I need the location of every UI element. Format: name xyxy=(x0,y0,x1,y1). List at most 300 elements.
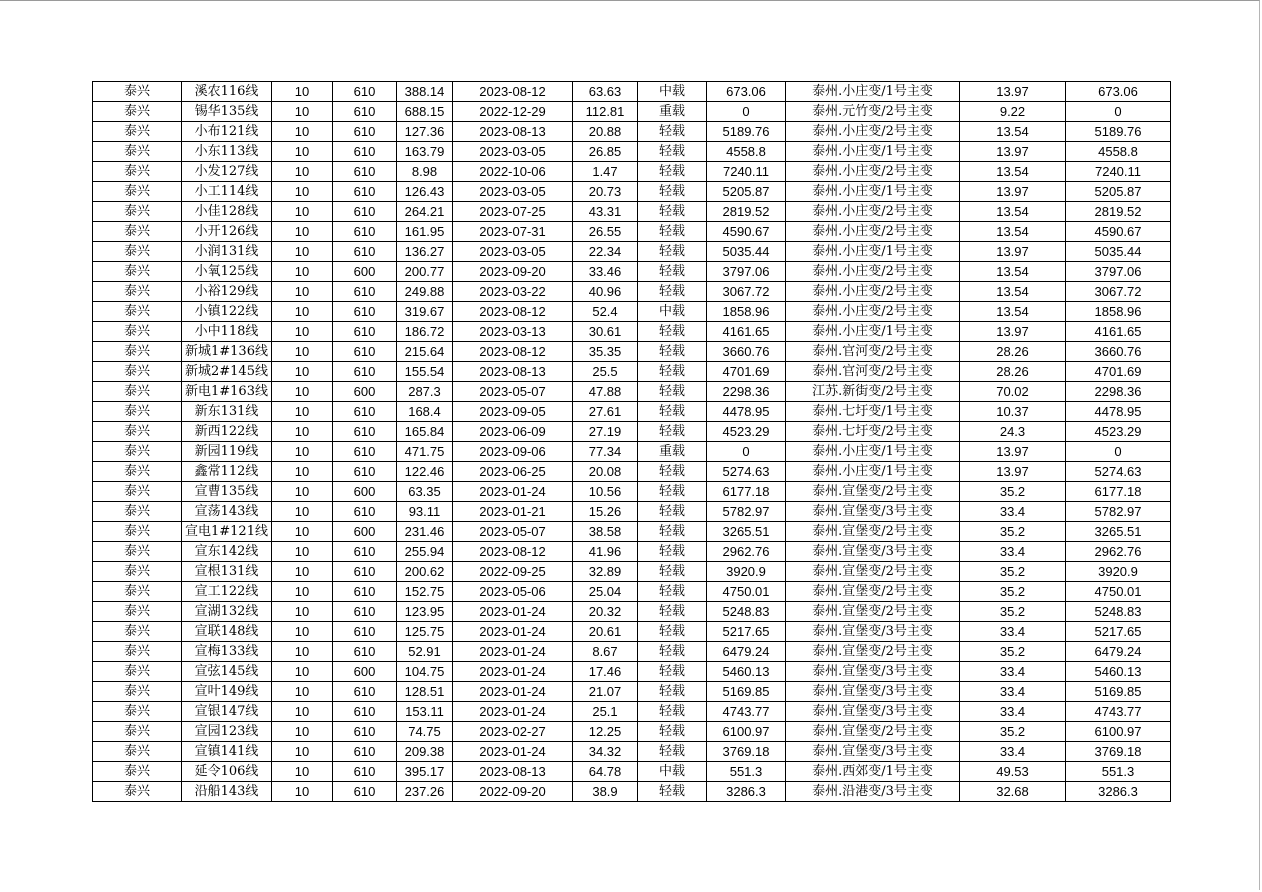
available-capacity-cell: 5782.97 xyxy=(707,502,786,522)
county-cell: 泰兴 xyxy=(93,722,182,742)
transformer-cell: 泰州.宣堡变/2号主变 xyxy=(786,642,960,662)
voltage-cell: 10 xyxy=(272,562,333,582)
date-cell: 2023-08-12 xyxy=(453,542,573,562)
open-capacity-cell: 4743.77 xyxy=(1066,702,1171,722)
open-capacity-cell: 5248.83 xyxy=(1066,602,1171,622)
voltage-cell: 10 xyxy=(272,582,333,602)
transformer-cell: 泰州.宣堡变/3号主变 xyxy=(786,742,960,762)
transformer-load-rate-cell: 13.54 xyxy=(960,302,1066,322)
transformer-cell: 泰州.宣堡变/3号主变 xyxy=(786,702,960,722)
max-load-cell: 136.27 xyxy=(397,242,453,262)
capacity-cell: 610 xyxy=(333,702,397,722)
available-capacity-cell: 5169.85 xyxy=(707,682,786,702)
transformer-cell: 江苏.新街变/2号主变 xyxy=(786,382,960,402)
table-row xyxy=(93,602,1171,622)
available-capacity-cell: 2962.76 xyxy=(707,542,786,562)
open-capacity-cell: 5782.97 xyxy=(1066,502,1171,522)
open-capacity-cell: 4701.69 xyxy=(1066,362,1171,382)
open-capacity-cell: 2298.36 xyxy=(1066,382,1171,402)
transformer-cell: 泰州.小庄变/2号主变 xyxy=(786,302,960,322)
open-capacity-cell: 5217.65 xyxy=(1066,622,1171,642)
voltage-cell: 10 xyxy=(272,102,333,122)
table-row xyxy=(93,462,1171,482)
transformer-load-rate-cell: 13.97 xyxy=(960,82,1066,102)
feeder-name-cell: 宣工122线 xyxy=(182,582,272,602)
load-rate-cell: 38.9 xyxy=(573,782,638,802)
transformer-cell: 泰州.小庄变/2号主变 xyxy=(786,282,960,302)
voltage-cell: 10 xyxy=(272,442,333,462)
max-load-cell: 128.51 xyxy=(397,682,453,702)
date-cell: 2023-03-05 xyxy=(453,142,573,162)
voltage-cell: 10 xyxy=(272,122,333,142)
load-level-cell: 轻载 xyxy=(638,462,707,482)
feeder-name-cell: 新城2#145线 xyxy=(182,362,272,382)
max-load-cell: 153.11 xyxy=(397,702,453,722)
transformer-load-rate-cell: 13.97 xyxy=(960,242,1066,262)
max-load-cell: 215.64 xyxy=(397,342,453,362)
open-capacity-cell: 673.06 xyxy=(1066,82,1171,102)
date-cell: 2023-07-31 xyxy=(453,222,573,242)
table-row xyxy=(93,302,1171,322)
load-level-cell: 轻载 xyxy=(638,482,707,502)
load-level-cell: 轻载 xyxy=(638,362,707,382)
available-capacity-cell: 4743.77 xyxy=(707,702,786,722)
load-level-cell: 轻载 xyxy=(638,122,707,142)
max-load-cell: 122.46 xyxy=(397,462,453,482)
table-row xyxy=(93,702,1171,722)
max-load-cell: 104.75 xyxy=(397,662,453,682)
transformer-cell: 泰州.宣堡变/2号主变 xyxy=(786,722,960,742)
open-capacity-cell: 5035.44 xyxy=(1066,242,1171,262)
transformer-cell: 泰州.小庄变/1号主变 xyxy=(786,142,960,162)
voltage-cell: 10 xyxy=(272,402,333,422)
date-cell: 2023-01-24 xyxy=(453,662,573,682)
open-capacity-cell: 7240.11 xyxy=(1066,162,1171,182)
table-row xyxy=(93,742,1171,762)
voltage-cell: 10 xyxy=(272,382,333,402)
max-load-cell: 163.79 xyxy=(397,142,453,162)
transformer-cell: 泰州.宣堡变/3号主变 xyxy=(786,542,960,562)
transformer-load-rate-cell: 13.54 xyxy=(960,122,1066,142)
max-load-cell: 249.88 xyxy=(397,282,453,302)
capacity-cell: 610 xyxy=(333,502,397,522)
available-capacity-cell: 0 xyxy=(707,102,786,122)
county-cell: 泰兴 xyxy=(93,102,182,122)
voltage-cell: 10 xyxy=(272,682,333,702)
table-row xyxy=(93,582,1171,602)
transformer-cell: 泰州.宣堡变/2号主变 xyxy=(786,582,960,602)
transformer-cell: 泰州.小庄变/1号主变 xyxy=(786,322,960,342)
table-row xyxy=(93,242,1171,262)
feeder-name-cell: 宣园123线 xyxy=(182,722,272,742)
available-capacity-cell: 4701.69 xyxy=(707,362,786,382)
load-level-cell: 轻载 xyxy=(638,682,707,702)
date-cell: 2023-01-21 xyxy=(453,502,573,522)
load-rate-cell: 35.35 xyxy=(573,342,638,362)
transformer-load-rate-cell: 13.97 xyxy=(960,462,1066,482)
transformer-cell: 泰州.宣堡变/3号主变 xyxy=(786,502,960,522)
available-capacity-cell: 4478.95 xyxy=(707,402,786,422)
date-cell: 2023-08-13 xyxy=(453,122,573,142)
max-load-cell: 471.75 xyxy=(397,442,453,462)
open-capacity-cell: 4750.01 xyxy=(1066,582,1171,602)
capacity-cell: 600 xyxy=(333,482,397,502)
transformer-load-rate-cell: 13.54 xyxy=(960,282,1066,302)
transformer-cell: 泰州.小庄变/2号主变 xyxy=(786,262,960,282)
available-capacity-cell: 6479.24 xyxy=(707,642,786,662)
available-capacity-cell: 3769.18 xyxy=(707,742,786,762)
transformer-load-rate-cell: 13.97 xyxy=(960,182,1066,202)
open-capacity-cell: 3265.51 xyxy=(1066,522,1171,542)
date-cell: 2023-03-05 xyxy=(453,242,573,262)
load-level-cell: 轻载 xyxy=(638,562,707,582)
voltage-cell: 10 xyxy=(272,762,333,782)
feeder-name-cell: 宣东142线 xyxy=(182,542,272,562)
table-row xyxy=(93,442,1171,462)
table-row xyxy=(93,562,1171,582)
table-row xyxy=(93,402,1171,422)
table-row xyxy=(93,522,1171,542)
available-capacity-cell: 3265.51 xyxy=(707,522,786,542)
transformer-load-rate-cell: 28.26 xyxy=(960,342,1066,362)
voltage-cell: 10 xyxy=(272,142,333,162)
max-load-cell: 161.95 xyxy=(397,222,453,242)
county-cell: 泰兴 xyxy=(93,442,182,462)
load-level-cell: 轻载 xyxy=(638,622,707,642)
available-capacity-cell: 3660.76 xyxy=(707,342,786,362)
table-row xyxy=(93,362,1171,382)
transformer-load-rate-cell: 13.54 xyxy=(960,202,1066,222)
transformer-load-rate-cell: 9.22 xyxy=(960,102,1066,122)
feeder-name-cell: 宣弦145线 xyxy=(182,662,272,682)
capacity-cell: 610 xyxy=(333,562,397,582)
date-cell: 2023-01-24 xyxy=(453,622,573,642)
county-cell: 泰兴 xyxy=(93,402,182,422)
transformer-cell: 泰州.宣堡变/3号主变 xyxy=(786,682,960,702)
open-capacity-cell: 4523.29 xyxy=(1066,422,1171,442)
transformer-cell: 泰州.小庄变/1号主变 xyxy=(786,82,960,102)
load-rate-cell: 33.46 xyxy=(573,262,638,282)
transformer-load-rate-cell: 35.2 xyxy=(960,562,1066,582)
open-capacity-cell: 3769.18 xyxy=(1066,742,1171,762)
capacity-cell: 610 xyxy=(333,442,397,462)
load-level-cell: 轻载 xyxy=(638,202,707,222)
load-level-cell: 轻载 xyxy=(638,322,707,342)
load-rate-cell: 26.85 xyxy=(573,142,638,162)
date-cell: 2023-08-13 xyxy=(453,362,573,382)
county-cell: 泰兴 xyxy=(93,142,182,162)
feeder-name-cell: 宣电1#121线 xyxy=(182,522,272,542)
date-cell: 2023-06-25 xyxy=(453,462,573,482)
table-row xyxy=(93,82,1171,102)
feeder-name-cell: 新东131线 xyxy=(182,402,272,422)
load-rate-cell: 15.26 xyxy=(573,502,638,522)
capacity-cell: 610 xyxy=(333,762,397,782)
max-load-cell: 8.98 xyxy=(397,162,453,182)
county-cell: 泰兴 xyxy=(93,562,182,582)
date-cell: 2022-09-20 xyxy=(453,782,573,802)
transformer-cell: 泰州.宣堡变/2号主变 xyxy=(786,562,960,582)
load-level-cell: 轻载 xyxy=(638,722,707,742)
transformer-cell: 泰州.小庄变/1号主变 xyxy=(786,442,960,462)
capacity-cell: 610 xyxy=(333,142,397,162)
feeder-name-cell: 宣联148线 xyxy=(182,622,272,642)
voltage-cell: 10 xyxy=(272,182,333,202)
date-cell: 2023-01-24 xyxy=(453,682,573,702)
table-row xyxy=(93,282,1171,302)
open-capacity-cell: 5189.76 xyxy=(1066,122,1171,142)
load-rate-cell: 20.08 xyxy=(573,462,638,482)
date-cell: 2023-03-05 xyxy=(453,182,573,202)
feeder-name-cell: 延令106线 xyxy=(182,762,272,782)
voltage-cell: 10 xyxy=(272,82,333,102)
table-row xyxy=(93,622,1171,642)
feeder-name-cell: 宣梅133线 xyxy=(182,642,272,662)
load-level-cell: 轻载 xyxy=(638,162,707,182)
max-load-cell: 395.17 xyxy=(397,762,453,782)
voltage-cell: 10 xyxy=(272,362,333,382)
transformer-load-rate-cell: 13.97 xyxy=(960,442,1066,462)
available-capacity-cell: 7240.11 xyxy=(707,162,786,182)
available-capacity-cell: 5205.87 xyxy=(707,182,786,202)
max-load-cell: 52.91 xyxy=(397,642,453,662)
voltage-cell: 10 xyxy=(272,482,333,502)
load-level-cell: 轻载 xyxy=(638,382,707,402)
available-capacity-cell: 6100.97 xyxy=(707,722,786,742)
load-rate-cell: 27.19 xyxy=(573,422,638,442)
feeder-name-cell: 小氧125线 xyxy=(182,262,272,282)
capacity-cell: 610 xyxy=(333,722,397,742)
transformer-cell: 泰州.宣堡变/2号主变 xyxy=(786,522,960,542)
capacity-cell: 600 xyxy=(333,382,397,402)
capacity-cell: 610 xyxy=(333,682,397,702)
load-rate-cell: 20.88 xyxy=(573,122,638,142)
voltage-cell: 10 xyxy=(272,462,333,482)
transformer-load-rate-cell: 35.2 xyxy=(960,582,1066,602)
county-cell: 泰兴 xyxy=(93,462,182,482)
load-rate-cell: 47.88 xyxy=(573,382,638,402)
feeder-name-cell: 沿船143线 xyxy=(182,782,272,802)
available-capacity-cell: 551.3 xyxy=(707,762,786,782)
feeder-load-table xyxy=(92,81,1171,802)
load-level-cell: 轻载 xyxy=(638,642,707,662)
load-rate-cell: 27.61 xyxy=(573,402,638,422)
county-cell: 泰兴 xyxy=(93,622,182,642)
date-cell: 2023-08-12 xyxy=(453,342,573,362)
open-capacity-cell: 4478.95 xyxy=(1066,402,1171,422)
voltage-cell: 10 xyxy=(272,282,333,302)
voltage-cell: 10 xyxy=(272,702,333,722)
capacity-cell: 610 xyxy=(333,302,397,322)
feeder-name-cell: 宣曹135线 xyxy=(182,482,272,502)
feeder-name-cell: 小布121线 xyxy=(182,122,272,142)
max-load-cell: 231.46 xyxy=(397,522,453,542)
load-level-cell: 中载 xyxy=(638,302,707,322)
max-load-cell: 255.94 xyxy=(397,542,453,562)
voltage-cell: 10 xyxy=(272,322,333,342)
open-capacity-cell: 0 xyxy=(1066,442,1171,462)
voltage-cell: 10 xyxy=(272,522,333,542)
load-rate-cell: 112.81 xyxy=(573,102,638,122)
transformer-cell: 泰州.七圩变/2号主变 xyxy=(786,422,960,442)
capacity-cell: 610 xyxy=(333,342,397,362)
transformer-cell: 泰州.官河变/2号主变 xyxy=(786,362,960,382)
transformer-load-rate-cell: 33.4 xyxy=(960,502,1066,522)
capacity-cell: 610 xyxy=(333,602,397,622)
voltage-cell: 10 xyxy=(272,502,333,522)
voltage-cell: 10 xyxy=(272,342,333,362)
county-cell: 泰兴 xyxy=(93,742,182,762)
open-capacity-cell: 3920.9 xyxy=(1066,562,1171,582)
open-capacity-cell: 2962.76 xyxy=(1066,542,1171,562)
open-capacity-cell: 3660.76 xyxy=(1066,342,1171,362)
voltage-cell: 10 xyxy=(272,422,333,442)
transformer-load-rate-cell: 13.97 xyxy=(960,142,1066,162)
county-cell: 泰兴 xyxy=(93,282,182,302)
feeder-name-cell: 小开126线 xyxy=(182,222,272,242)
transformer-cell: 泰州.宣堡变/2号主变 xyxy=(786,602,960,622)
available-capacity-cell: 4161.65 xyxy=(707,322,786,342)
date-cell: 2022-12-29 xyxy=(453,102,573,122)
load-rate-cell: 1.47 xyxy=(573,162,638,182)
county-cell: 泰兴 xyxy=(93,702,182,722)
voltage-cell: 10 xyxy=(272,222,333,242)
feeder-name-cell: 新电1#163线 xyxy=(182,382,272,402)
county-cell: 泰兴 xyxy=(93,602,182,622)
load-level-cell: 轻载 xyxy=(638,282,707,302)
load-level-cell: 轻载 xyxy=(638,702,707,722)
available-capacity-cell: 3797.06 xyxy=(707,262,786,282)
transformer-cell: 泰州.宣堡变/3号主变 xyxy=(786,662,960,682)
table-row xyxy=(93,102,1171,122)
table-row xyxy=(93,642,1171,662)
available-capacity-cell: 3286.3 xyxy=(707,782,786,802)
transformer-load-rate-cell: 13.97 xyxy=(960,322,1066,342)
table-row xyxy=(93,122,1171,142)
transformer-cell: 泰州.宣堡变/3号主变 xyxy=(786,622,960,642)
open-capacity-cell: 2819.52 xyxy=(1066,202,1171,222)
date-cell: 2023-01-24 xyxy=(453,702,573,722)
date-cell: 2023-06-09 xyxy=(453,422,573,442)
transformer-cell: 泰州.小庄变/2号主变 xyxy=(786,162,960,182)
transformer-load-rate-cell: 49.53 xyxy=(960,762,1066,782)
voltage-cell: 10 xyxy=(272,602,333,622)
feeder-name-cell: 小工114线 xyxy=(182,182,272,202)
max-load-cell: 264.21 xyxy=(397,202,453,222)
date-cell: 2023-08-13 xyxy=(453,762,573,782)
transformer-load-rate-cell: 28.26 xyxy=(960,362,1066,382)
date-cell: 2023-01-24 xyxy=(453,602,573,622)
load-rate-cell: 22.34 xyxy=(573,242,638,262)
voltage-cell: 10 xyxy=(272,202,333,222)
open-capacity-cell: 5169.85 xyxy=(1066,682,1171,702)
voltage-cell: 10 xyxy=(272,542,333,562)
capacity-cell: 610 xyxy=(333,322,397,342)
capacity-cell: 610 xyxy=(333,242,397,262)
max-load-cell: 237.26 xyxy=(397,782,453,802)
available-capacity-cell: 2298.36 xyxy=(707,382,786,402)
available-capacity-cell: 5274.63 xyxy=(707,462,786,482)
capacity-cell: 610 xyxy=(333,222,397,242)
open-capacity-cell: 5274.63 xyxy=(1066,462,1171,482)
open-capacity-cell: 5205.87 xyxy=(1066,182,1171,202)
feeder-name-cell: 溪农116线 xyxy=(182,82,272,102)
transformer-cell: 泰州.七圩变/1号主变 xyxy=(786,402,960,422)
transformer-load-rate-cell: 33.4 xyxy=(960,742,1066,762)
available-capacity-cell: 1858.96 xyxy=(707,302,786,322)
table-row xyxy=(93,322,1171,342)
county-cell: 泰兴 xyxy=(93,302,182,322)
date-cell: 2023-09-06 xyxy=(453,442,573,462)
feeder-name-cell: 宣根131线 xyxy=(182,562,272,582)
load-level-cell: 轻载 xyxy=(638,342,707,362)
date-cell: 2023-03-22 xyxy=(453,282,573,302)
max-load-cell: 123.95 xyxy=(397,602,453,622)
table-row xyxy=(93,202,1171,222)
max-load-cell: 200.62 xyxy=(397,562,453,582)
transformer-cell: 泰州.宣堡变/2号主变 xyxy=(786,482,960,502)
load-rate-cell: 20.61 xyxy=(573,622,638,642)
table-row xyxy=(93,262,1171,282)
load-level-cell: 轻载 xyxy=(638,502,707,522)
table-row xyxy=(93,502,1171,522)
load-rate-cell: 52.4 xyxy=(573,302,638,322)
transformer-cell: 泰州.官河变/2号主变 xyxy=(786,342,960,362)
transformer-load-rate-cell: 13.54 xyxy=(960,162,1066,182)
max-load-cell: 63.35 xyxy=(397,482,453,502)
county-cell: 泰兴 xyxy=(93,202,182,222)
load-rate-cell: 25.04 xyxy=(573,582,638,602)
open-capacity-cell: 4590.67 xyxy=(1066,222,1171,242)
table-row xyxy=(93,422,1171,442)
available-capacity-cell: 5035.44 xyxy=(707,242,786,262)
load-rate-cell: 38.58 xyxy=(573,522,638,542)
date-cell: 2023-05-07 xyxy=(453,522,573,542)
date-cell: 2023-01-24 xyxy=(453,642,573,662)
capacity-cell: 610 xyxy=(333,642,397,662)
available-capacity-cell: 2819.52 xyxy=(707,202,786,222)
voltage-cell: 10 xyxy=(272,262,333,282)
max-load-cell: 165.84 xyxy=(397,422,453,442)
available-capacity-cell: 673.06 xyxy=(707,82,786,102)
load-rate-cell: 10.56 xyxy=(573,482,638,502)
max-load-cell: 125.75 xyxy=(397,622,453,642)
table-row xyxy=(93,382,1171,402)
date-cell: 2023-09-20 xyxy=(453,262,573,282)
max-load-cell: 127.36 xyxy=(397,122,453,142)
transformer-load-rate-cell: 35.2 xyxy=(960,642,1066,662)
open-capacity-cell: 6100.97 xyxy=(1066,722,1171,742)
load-rate-cell: 63.63 xyxy=(573,82,638,102)
transformer-load-rate-cell: 70.02 xyxy=(960,382,1066,402)
feeder-name-cell: 宣荡143线 xyxy=(182,502,272,522)
capacity-cell: 600 xyxy=(333,522,397,542)
available-capacity-cell: 5217.65 xyxy=(707,622,786,642)
available-capacity-cell: 5460.13 xyxy=(707,662,786,682)
date-cell: 2022-09-25 xyxy=(453,562,573,582)
feeder-name-cell: 小镇122线 xyxy=(182,302,272,322)
load-rate-cell: 20.73 xyxy=(573,182,638,202)
feeder-name-cell: 小润131线 xyxy=(182,242,272,262)
max-load-cell: 155.54 xyxy=(397,362,453,382)
date-cell: 2023-07-25 xyxy=(453,202,573,222)
load-level-cell: 重载 xyxy=(638,442,707,462)
load-rate-cell: 25.5 xyxy=(573,362,638,382)
capacity-cell: 610 xyxy=(333,182,397,202)
county-cell: 泰兴 xyxy=(93,662,182,682)
transformer-load-rate-cell: 32.68 xyxy=(960,782,1066,802)
open-capacity-cell: 6479.24 xyxy=(1066,642,1171,662)
